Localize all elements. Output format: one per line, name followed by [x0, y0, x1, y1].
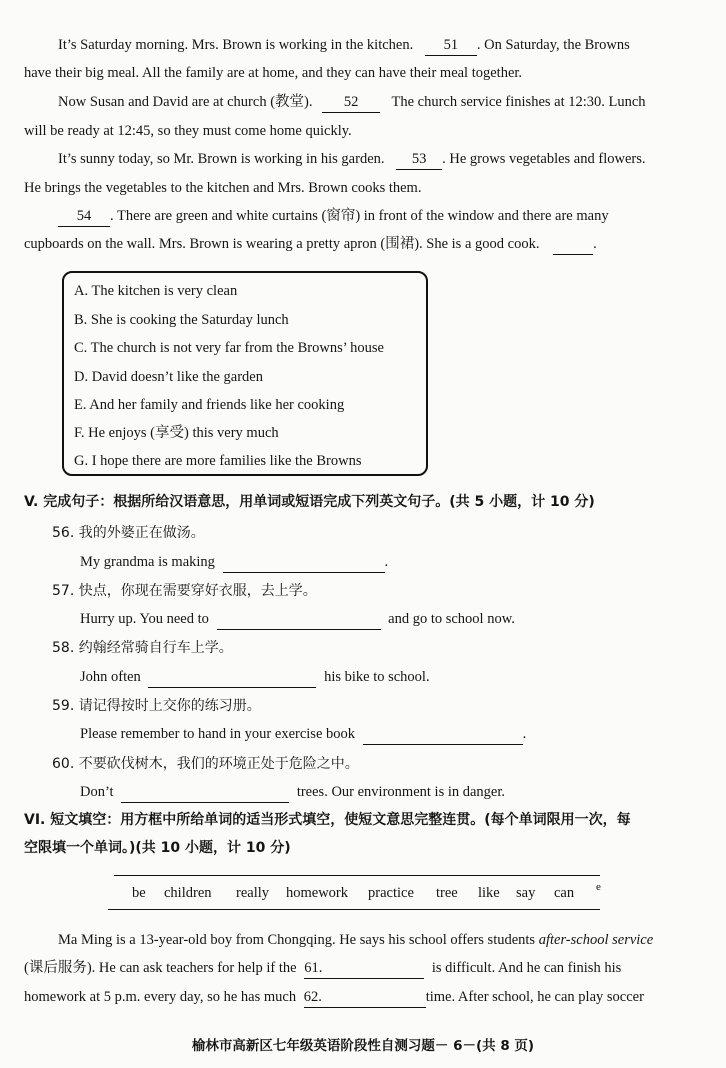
options-box	[62, 271, 428, 476]
blank-62[interactable]	[304, 987, 426, 1008]
answer-blank-57[interactable]	[217, 609, 381, 630]
question-58-chinese: 58. 约翰经常骑自行车上学。	[52, 640, 233, 656]
sentence-text: Please remember to hand in your exercise book	[80, 726, 356, 742]
word-bank-top-rule	[114, 875, 600, 876]
blank-number: 52	[343, 94, 359, 110]
passage-text: have their big meal. All the family are at home, and they can have their meal together.	[24, 65, 523, 81]
passage-line-3	[58, 92, 646, 113]
passage-text: is difficult. And he can finish his	[431, 960, 622, 976]
blank-55	[553, 234, 593, 255]
passage2-line-1	[58, 930, 653, 950]
question-56-english	[80, 552, 388, 573]
answer-blank-58[interactable]	[148, 667, 316, 688]
answer-blank-60[interactable]	[121, 782, 289, 803]
page-footer: 榆林市高新区七年级英语阶段性自测习题－ 6－(共 8 页)	[191, 1038, 535, 1054]
word-bank-item: e	[596, 881, 601, 893]
passage-line-7	[58, 206, 609, 227]
word-bank-item: be	[132, 885, 146, 901]
sentence-text: .	[522, 726, 527, 742]
answer-blank-59[interactable]	[363, 724, 523, 745]
sentence-text: trees. Our environment is in danger.	[296, 784, 506, 800]
passage-text: (课后服务). He can ask teachers for help if the	[24, 960, 297, 976]
blank-53	[396, 149, 442, 170]
passage-line-4	[24, 121, 352, 141]
passage-text: Now Susan and David are at church (教堂).	[58, 94, 313, 110]
passage-text: cupboards on the wall. Mrs. Brown is wearing a pretty apron (围裙). She is a good cook.	[24, 236, 540, 252]
passage-text: time. After school, he can play soccer	[425, 989, 644, 1005]
section-5-header: V. 完成句子：根据所给汉语意思，用单词或短语完成下列英文句子。(共 5 小题，计 10 分)	[24, 494, 595, 510]
question-56-chinese: 56. 我的外婆正在做汤。	[52, 525, 205, 541]
passage-text: homework at 5 p.m. every day, so he has much	[24, 989, 297, 1005]
word-bank-item: homework	[286, 885, 349, 901]
blank-number: 62.	[303, 989, 322, 1005]
blank-52	[322, 92, 380, 113]
passage-italic-text: after-school service	[538, 932, 654, 948]
option-f: F. He enjoys (享受) this very much	[74, 425, 279, 441]
passage-text: . There are green and white curtains (窗帘) in front of the window and there are many	[110, 208, 609, 224]
question-58-english	[80, 667, 430, 688]
passage-line-2	[24, 63, 522, 83]
sentence-text: John often	[80, 669, 141, 685]
passage-text: . On Saturday, the Browns	[476, 37, 630, 53]
passage-text: .	[593, 236, 597, 252]
passage-text: It’s Saturday morning. Mrs. Brown is working in the kitchen.	[58, 37, 414, 53]
sentence-text: his bike to school.	[324, 669, 430, 685]
passage2-line-2	[24, 958, 621, 979]
sentence-text: .	[384, 554, 389, 570]
passage-text: Ma Ming is a 13-year-old boy from Chongqing. He says his school offers students	[58, 932, 536, 948]
question-60-chinese: 60. 不要砍伐树木，我们的环境正处于危险之中。	[52, 756, 359, 772]
passage-text: It’s sunny today, so Mr. Brown is working in his garden.	[58, 151, 385, 167]
passage-text: The church service finishes at 12:30. Lunch	[391, 94, 646, 110]
word-bank-bottom-rule	[108, 909, 600, 910]
sentence-text: Don’t	[80, 784, 114, 800]
sentence-text: Hurry up. You need to	[80, 611, 209, 627]
word-bank-item: can	[554, 885, 575, 901]
passage-text: He brings the vegetables to the kitchen and Mrs. Brown cooks them.	[24, 180, 422, 196]
section-6-header-line-1: VI. 短文填空：用方框中所给单词的适当形式填空，使短文意思完整连贯。(每个单词限用一次，每	[24, 812, 631, 828]
word-bank-item: children	[164, 885, 212, 901]
option-a: A. The kitchen is very clean	[74, 283, 238, 299]
option-c: C. The church is not very far from the Browns’ house	[74, 340, 384, 356]
question-60-english	[80, 782, 505, 803]
option-g: G. I hope there are more families like the Browns	[74, 453, 362, 469]
blank-51	[425, 35, 477, 56]
passage-text: will be ready at 12:45, so they must come home quickly.	[24, 123, 352, 139]
sentence-text: My grandma is making	[80, 554, 215, 570]
section-6-header-line-2: 空限填一个单词。)(共 10 小题，计 10 分)	[24, 840, 291, 856]
option-e: E. And her family and friends like her cooking	[74, 397, 345, 413]
blank-number: 61.	[304, 960, 323, 976]
blank-61[interactable]	[304, 958, 424, 979]
option-b: B. She is cooking the Saturday lunch	[74, 312, 289, 328]
question-59-chinese: 59. 请记得按时上交你的练习册。	[52, 698, 261, 714]
passage-line-6	[24, 178, 421, 198]
word-bank-item: practice	[368, 885, 414, 901]
passage-line-5	[58, 149, 645, 170]
question-57-english	[80, 609, 515, 630]
passage-line-8	[24, 234, 597, 255]
blank-number: 51	[443, 37, 459, 53]
question-57-chinese: 57. 快点，你现在需要穿好衣服，去上学。	[52, 583, 317, 599]
word-bank-item: really	[236, 885, 270, 901]
blank-54	[58, 206, 110, 227]
word-bank	[108, 875, 600, 911]
word-bank-item: like	[478, 885, 500, 901]
option-d: D. David doesn’t like the garden	[74, 369, 263, 385]
passage-text: . He grows vegetables and flowers.	[442, 151, 646, 167]
sentence-text: and go to school now.	[388, 611, 515, 627]
blank-number: 53	[411, 151, 427, 167]
word-bank-item: tree	[436, 885, 458, 901]
blank-number: 54	[76, 208, 92, 224]
passage-line-1	[58, 35, 630, 56]
question-59-english	[80, 724, 526, 745]
word-bank-item: say	[516, 885, 536, 901]
answer-blank-56[interactable]	[223, 552, 385, 573]
passage2-line-3	[24, 987, 644, 1008]
